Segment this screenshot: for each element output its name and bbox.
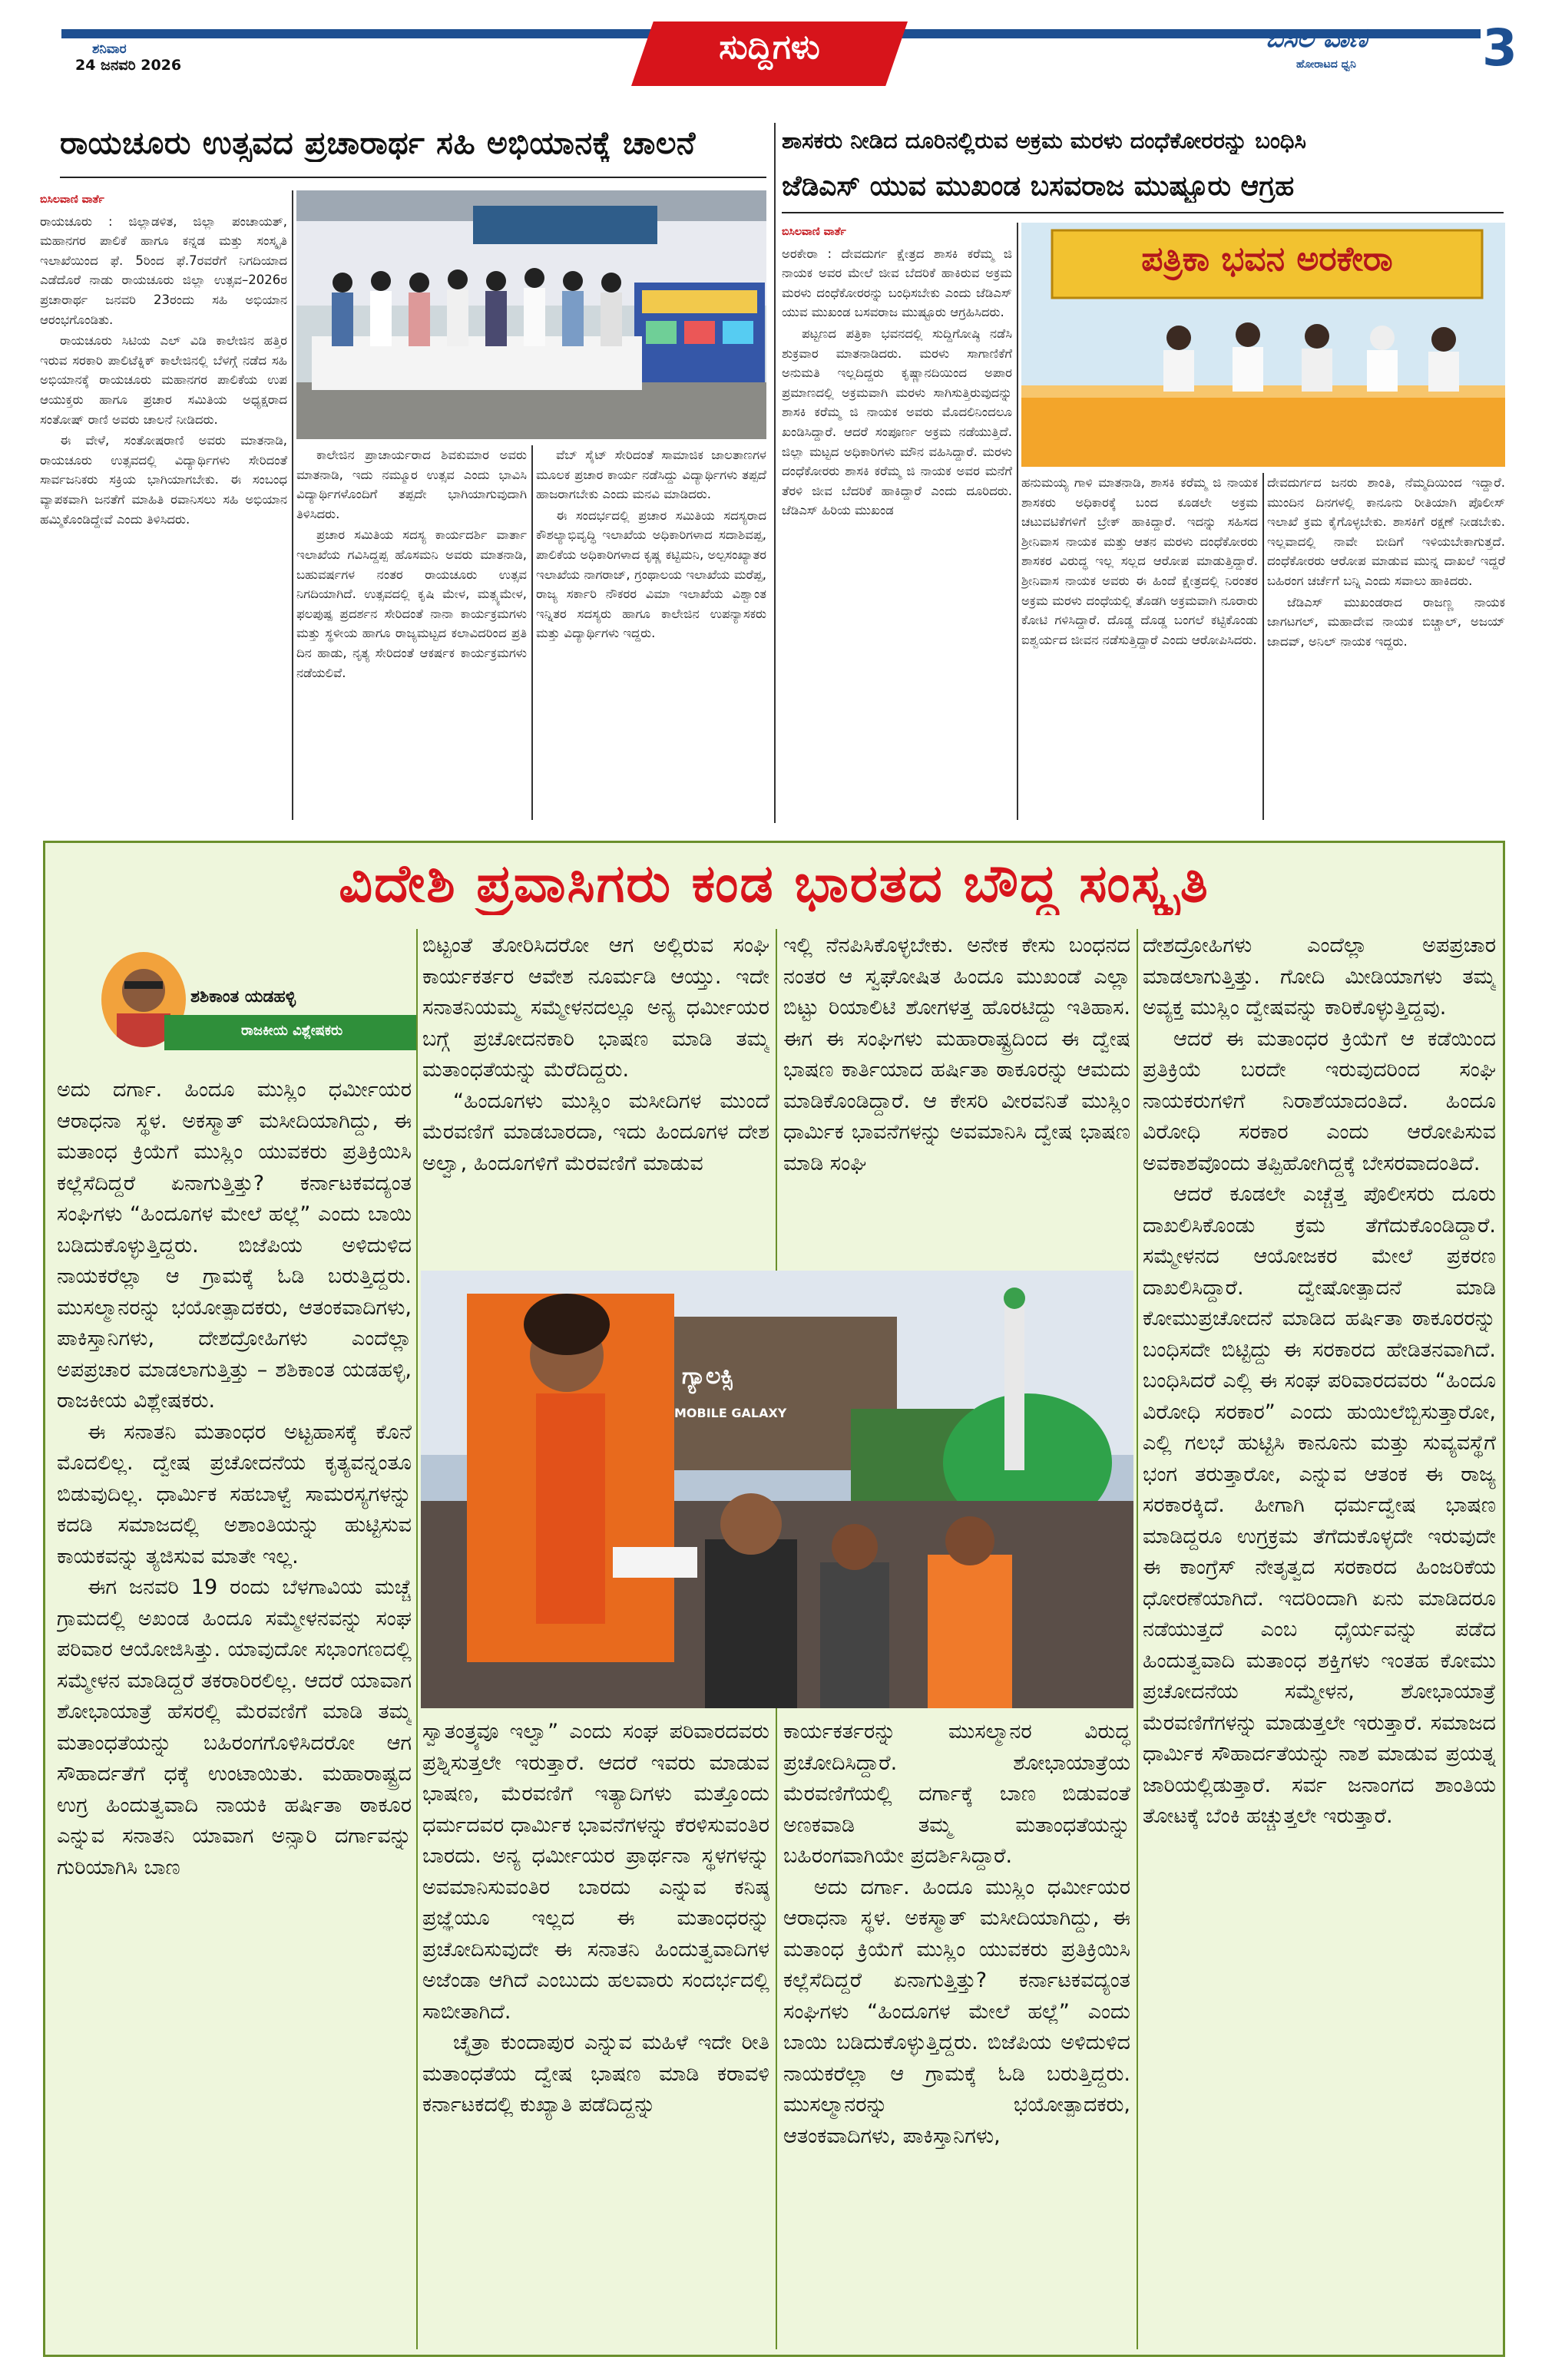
story2-headline-1: ಶಾಸಕರು ನೀಡಿದ ದೂರಿನಲ್ಲಿರುವ ಅಕ್ರಮ ಮರಳು ದಂಧೆಕೋರರನ್ನು ಬಂಧಿಸಿ — [782, 127, 1306, 154]
story2-credit: ಬಿಸಿಲವಾಣಿ ವಾರ್ತೆ — [782, 226, 846, 238]
author-role: ರಾಜಕೀಯ ವಿಶ್ಲೇಷಕರು — [241, 1023, 343, 1039]
feature-para: ಬಿಟ್ಟಂತೆ ತೋರಿಸಿದರೋ ಆಗ ಅಲ್ಲಿರುವ ಸಂಘಿ ಕಾರ್ಯಕರ್ತರ ಆವೇಶ ನೂರ್ಮಡಿ ಆಯ್ತು. ಇದೇ ಸನಾತನಿಯಮ್ಮ ಸಮ್ಮೇಳನದಲ್ಲೂ ಅನ್ಯ ಧರ್ಮೀಯರ ಬಗ್ಗೆ ಪ್ರಚೋದನಕಾರಿ ಭಾಷಣ ಮಾಡಿ ತಮ್ಮ ಮತಾಂಧತೆಯನ್ನು ಮೆರೆದಿದ್ದರು. — [422, 934, 769, 1082]
paper-name: ಬಿಸಿಲ ವಾಣಿ — [1266, 23, 1368, 54]
story2-col-divider — [1262, 473, 1264, 820]
author-name: ಶಶಿಕಾಂತ ಯಡಹಳ್ಳಿ — [190, 987, 296, 1007]
feature-para: ಇಲ್ಲಿ ನೆನಪಿಸಿಕೊಳ್ಳಬೇಕು. ಅನೇಕ ಕೇಸು ಬಂಧನದ ನಂತರ ಆ ಸ್ವಘೋಷಿತ ಹಿಂದೂ ಮುಖಂಡೆ ಎಲ್ಲಾ ಬಿಟ್ಟು ರಿಯಾಲಿಟಿ ಶೋಗಳತ್ತ ಹೊರಟಿದ್ದು ಇತಿಹಾಸ. ಈಗ ಈ ಸಂಘಿಗಳು ಮಹಾರಾಷ್ಟ್ರದಿಂದ ಈ ದ್ವೇಷ ಭಾಷಣ ಕಾರ್ತಿಯಾದ ಹರ್ಷಿತಾ ಠಾಕೂರನ್ನು ಆಮದು ಮಾಡಿಕೊಂಡಿದ್ದಾರೆ. ಆ ಕೇಸರಿ ವೀರವನಿತೆ ಮುಸ್ಲಿಂ ಧಾರ್ಮಿಕ ಭಾವನೆಗಳನ್ನು ಅವಮಾನಿಸಿ ದ್ವೇಷ ಭಾಷಣ ಮಾಡಿ ಸಂಘಿ — [783, 934, 1130, 1175]
feature-para: “ಹಿಂದೂಗಳು ಮುಸ್ಲಿಂ ಮಸೀದಿಗಳ ಮುಂದೆ ಮೆರವಣಿಗೆ ಮಾಡಬಾರದಾ, ಇದು ಹಿಂದೂಗಳ ದೇಶ ಅಲ್ವಾ, ಹಿಂದೂಗಳಿಗೆ ಮೆರವಣಿಗೆ ಮಾಡುವ — [422, 1089, 769, 1175]
story1-para: ರಾಯಚೂರು : ಜಿಲ್ಲಾಡಳಿತ, ಜಿಲ್ಲಾ ಪಂಚಾಯತ್, ಮಹಾನಗರ ಪಾಲಿಕೆ ಹಾಗೂ ಕನ್ನಡ ಮತ್ತು ಸಂಸ್ಕೃತಿ ಇಲಾಖೆಯಿಂದ ಫೆ. 5ರಿಂದ ಫೆ.7ರವರೆಗೆ ನಿಗದಿಯಾದ ಎಡೆದೊರೆ ನಾಡು ರಾಯಚೂರು ಜಿಲ್ಲಾ ಉತ್ಸವ–2026ರ ಪ್ರಚಾರಾರ್ಥ ಜನವರಿ 23ರಂದು ಸಹಿ ಅಭಿಯಾನ ಆರಂಭಗೊಂಡಿತು. — [40, 213, 287, 327]
feature-col1 — [57, 1075, 412, 2349]
story1-photo — [296, 190, 766, 439]
story2-col1 — [782, 223, 1012, 820]
masthead — [0, 0, 1542, 77]
story1-para: ಈ ಸಂದರ್ಭದಲ್ಲಿ ಪ್ರಚಾರ ಸಮಿತಿಯ ಸದಸ್ಯರಾದ ಕೌಶಲ್ಯಾಭಿವೃದ್ಧಿ ಇಲಾಖೆಯ ಅಧಿಕಾರಿಗಳಾದ ಸದಾಶಿವಪ್ಪ, ಪಾಲಿಕೆಯ ಅಧಿಕಾರಿಗಳಾದ ಕೃಷ್ಣ ಕಟ್ಟಿಮನಿ, ಅಲ್ಪಸಂಖ್ಯಾತರ ಇಲಾಖೆಯ ನಾಗರಾಜ್, ಗ್ರಂಥಾಲಯ ಇಲಾಖೆಯ ಮರೆಪ್ಪ, ರಾಜ್ಯ ಸರ್ಕಾರಿ ನೌಕರರ ವಿಮಾ ಇಲಾಖೆಯ ವಿಶ್ವಾಂತ ಇನ್ನಿತರ ಸದಸ್ಯರು ಹಾಗೂ ಕಾಲೇಜಿನ ಉಪನ್ಯಾಸಕರು ಮತ್ತು ವಿದ್ಯಾರ್ಥಿಗಳು ಇದ್ದರು. — [536, 507, 766, 641]
story1-col1 — [40, 190, 287, 820]
story2-col-divider — [1017, 223, 1018, 820]
story2-col3 — [1267, 473, 1505, 820]
story1-rule — [60, 177, 766, 178]
feature-para: ದೇಶದ್ರೋಹಿಗಳು ಎಂದೆಲ್ಲಾ ಅಪಪ್ರಚಾರ ಮಾಡಲಾಗುತ್ತಿತ್ತು. ಗೋದಿ ಮೀಡಿಯಾಗಳು ತಮ್ಮ ಅವ್ಯಕ್ತ ಮುಸ್ಲಿಂ ದ್ವೇಷವನ್ನು ಕಾರಿಕೊಳ್ಳುತ್ತಿದ್ದವು. — [1143, 934, 1496, 1020]
feature-col4 — [1143, 931, 1496, 2349]
section-title: ಸುದ್ದಿಗಳು — [719, 28, 820, 67]
story1-para: ರಾಯಚೂರು ಸಿಟಿಯ ಎಲ್ ವಿಡಿ ಕಾಲೇಜಿನ ಹತ್ತಿರ ಇರುವ ಸರಕಾರಿ ಪಾಲಿಟೆಕ್ನಿಕ್ ಕಾಲೇಜಿನಲ್ಲಿ ಬೆಳಗ್ಗೆ ನಡೆದ ಸಹಿ ಅಭಿಯಾನಕ್ಕೆ ರಾಯಚೂರು ಮಹಾನಗರ ಪಾಲಿಕೆಯ ಉಪ ಆಯುಕ್ತರು ಹಾಗೂ ಪ್ರಚಾರ ಸಮಿತಿಯ ಅಧ್ಯಕ್ಷರಾದ ಸಂತೋಷ್ ರಾಣಿ ಅವರು ಚಾಲನೆ ನೀಡಿದರು. — [40, 333, 287, 427]
page-number: 3 — [1482, 18, 1517, 78]
story1-photo-art — [296, 190, 766, 439]
story2-photo — [1021, 223, 1505, 467]
author-block — [100, 952, 422, 1067]
feature-para: ಚೈತ್ರಾ ಕುಂದಾಪುರ ಎನ್ನುವ ಮಹಿಳೆ ಇದೇ ರೀತಿ ಮತಾಂಧತೆಯ ದ್ವೇಷ ಭಾಷಣ ಮಾಡಿ ಕರಾವಳಿ ಕರ್ನಾಟಕದಲ್ಲಿ ಕುಖ್ಯಾತಿ ಪಡೆದಿದ್ದನ್ನು — [422, 2031, 769, 2117]
feature-para: ಈ ಸನಾತನಿ ಮತಾಂಧರ ಅಟ್ಟಹಾಸಕ್ಕೆ ಕೊನೆ ಮೊದಲಿಲ್ಲ. ದ್ವೇಷ ಪ್ರಚೋದನೆಯ ಕೃತ್ಯವನ್ನಂತೂ ಬಿಡುವುದಿಲ್ಲ. ಧಾರ್ಮಿಕ ಸಹಬಾಳ್ವೆ ಸಾಮರಸ್ಯಗಳನ್ನು ಕದಡಿ ಸಮಾಜದಲ್ಲಿ ಅಶಾಂತಿಯನ್ನು ಹುಟ್ಟಿಸುವ ಕಾಯಕವನ್ನು ತ್ಯಜಿಸುವ ಮಾತೇ ಇಲ್ಲ. — [57, 1420, 412, 1568]
story1-para: ಈ ವೇಳೆ, ಸಂತೋಷರಾಣಿ ಅವರು ಮಾತನಾಡಿ, ರಾಯಚೂರು ಉತ್ಸವದಲ್ಲಿ ವಿದ್ಯಾರ್ಥಿಗಳು ಸೇರಿದಂತೆ ಸಾರ್ವಜನಿಕರು ಸಕ್ರಿಯ ಭಾಗಿಯಾಗಬೇಕು. ಈ ಸಂಬಂಧ ವ್ಯಾಪಕವಾಗಿ ಜನತೆಗೆ ಮಾಹಿತಿ ರವಾನಿಸಲು ಸಹಿ ಅಭಿಯಾನ ಹಮ್ಮಿಕೊಂಡಿದ್ದೇವೆ ಎಂದು ತಿಳಿಸಿದರು. — [40, 433, 287, 527]
story2-para: ಹನುಮಯ್ಯ ಗಾಳಿ ಮಾತನಾಡಿ, ಶಾಸಕಿ ಕರೆಮ್ಮ ಜಿ ನಾಯಕ ಶಾಸಕರು ಅಧಿಕಾರಕ್ಕೆ ಬಂದ ಕೂಡಲೇ ಅಕ್ರಮ ಚಟುವಟಿಕೆಗಳಿಗೆ ಬ್ರೇಕ್ ಹಾಕಿದ್ದಾರೆ. ಇದನ್ನು ಸಹಿಸದ ಶ್ರೀನಿವಾಸ ನಾಯಕ ಮತ್ತು ಆತನ ಮರಳು ದಂಧೆಕೋರರು ಶಾಸಕರ ವಿರುದ್ಧ ಇಲ್ಲ ಸಲ್ಲದ ಆರೋಪ ಮಾಡುತ್ತಿದ್ದಾರೆ. ಶ್ರೀನಿವಾಸ ನಾಯಕ ಅವರು ಈ ಹಿಂದೆ ಕ್ಷೇತ್ರದಲ್ಲಿ ನಿರಂತರ ಅಕ್ರಮ ಮರಳು ದಂಧೆಯಲ್ಲಿ ತೊಡಗಿ ಅಕ್ರಮವಾಗಿ ನೂರಾರು ಕೋಟಿ ಗಳಿಸಿದ್ದಾರೆ. ದೊಡ್ಡ ದೊಡ್ಡ ಬಂಗಲೆ ಕಟ್ಟಿಕೊಂಡು ಐಶ್ವರ್ಯದ ಜೀವನ ನಡೆಸುತ್ತಿದ್ದಾರೆ ಎಂದು ಆರೋಪಿಸಿದರು. — [1021, 475, 1258, 647]
story2-para: ಅರಕೇರಾ : ದೇವದುರ್ಗ ಕ್ಷೇತ್ರದ ಶಾಸಕಿ ಕರೆಮ್ಮ ಜಿ ನಾಯಕ ಅವರ ಮೇಲೆ ಜೀವ ಬೆದರಿಕೆ ಹಾಕಿರುವ ಅಕ್ರಮ ಮರಳು ದಂಧೆಕೋರರನ್ನು ಬಂಧಿಸಬೇಕು ಎಂದು ಜೆಡಿಎಸ್ ಯುವ ಮುಖಂಡ ಬಸವರಾಜ ಮುಷ್ಟೂರು ಆಗ್ರಹಿಸಿದರು. — [782, 246, 1012, 320]
feature-para: ಆದರೆ ಕೂಡಲೇ ಎಚ್ಚೆತ್ತ ಪೊಲೀಸರು ದೂರು ದಾಖಲಿಸಿಕೊಂಡು ಕ್ರಮ ತೆಗೆದುಕೊಂಡಿದ್ದಾರೆ. ಸಮ್ಮೇಳನದ ಆಯೋಜಕರ ಮೇಲೆ ಪ್ರಕರಣ ದಾಖಲಿಸಿದ್ದಾರೆ. ದ್ವೇಷೋತ್ಪಾದನೆ ಮಾಡಿ ಕೋಮುಪ್ರಚೋದನೆ ಮಾಡಿದ ಹರ್ಷಿತಾ ಠಾಕೂರರನ್ನು ಬಂಧಿಸದೇ ಬಿಟ್ಟಿದ್ದು ಈ ಸರಕಾರದ ಹೇಡಿತನವಾಗಿದೆ. ಬಂಧಿಸಿದರೆ ಎಲ್ಲಿ ಈ ಸಂಘ ಪರಿವಾರದವರು “ಹಿಂದೂ ವಿರೋಧಿ ಸರಕಾರ” ಎಂದು ಹುಯಿಲೆಬ್ಬಿಸುತ್ತಾರೋ, ಎಲ್ಲಿ ಗಲಭೆ ಹುಟ್ಟಿಸಿ ಕಾನೂನು ಮತ್ತು ಸುವ್ಯವಸ್ಥೆಗೆ ಭಂಗ ತರುತ್ತಾರೋ, ಎನ್ನುವ ಆತಂಕ ಈ ರಾಜ್ಯ ಸರಕಾರಕ್ಕಿದೆ. ಹೀಗಾಗಿ ಧರ್ಮದ್ವೇಷ ಭಾಷಣ ಮಾಡಿದ್ದರೂ ಉಗ್ರಕ್ರಮ ತೆಗೆದುಕೊಳ್ಳದೇ ಇರುವುದೇ ಈ ಕಾಂಗ್ರೆಸ್ ನೇತೃತ್ವದ ಸರಕಾರದ ಹಿಂಜರಿಕೆಯ ಧೋರಣೆಯಾಗಿದೆ. ಇದರಿಂದಾಗಿ ಏನು ಮಾಡಿದರೂ ನಡೆಯುತ್ತದೆ ಎಂಬ ಧೈರ್ಯವನ್ನು ಪಡೆದ ಹಿಂದುತ್ವವಾದಿ ಮತಾಂಧ ಶಕ್ತಿಗಳು ಇಂತಹ ಕೋಮು ಪ್ರಚೋದನೆಯ ಸಮ್ಮೇಳನ, ಶೋಭಾಯಾತ್ರೆ ಮೆರವಣಿಗೆಗಳನ್ನು ಮಾಡುತ್ತಲೇ ಇರುತ್ತಾರೆ. ಸಮಾಜದ ಧಾರ್ಮಿಕ ಸೌಹಾರ್ದತೆಯನ್ನು ನಾಶ ಮಾಡುವ ಪ್ರಯತ್ನ ಜಾರಿಯಲ್ಲಿಡುತ್ತಾರೆ. ಸರ್ವ ಜನಾಂಗದ ಶಾಂತಿಯ ತೋಟಕ್ಕೆ ಬೆಂಕಿ ಹಚ್ಚುತ್ತಲೇ ಇರುತ್ತಾರೆ. — [1143, 1182, 1496, 1828]
story1-para: ಕಾಲೇಜಿನ ಪ್ರಾಚಾರ್ಯರಾದ ಶಿವಕುಮಾರ ಅವರು ಮಾತನಾಡಿ, ಇದು ನಮ್ಮೂರ ಉತ್ಸವ ಎಂದು ಭಾವಿಸಿ ವಿದ್ಯಾರ್ಥಿಗಳೊಂದಿಗೆ ತಪ್ಪದೇ ಭಾಗಿಯಾಗುವುದಾಗಿ ತಿಳಿಸಿದರು. — [296, 448, 527, 521]
paper-tagline: ಹೋರಾಟದ ಧ್ವನಿ — [1296, 58, 1356, 71]
feature-para: ಆದರೆ ಈ ಮತಾಂಧರ ಕ್ರಿಯೆಗೆ ಆ ಕಡೆಯಿಂದ ಪ್ರತಿಕ್ರಿಯೆ ಬರದೇ ಇರುವುದರಿಂದ ಸಂಘಿ ನಾಯಕರುಗಳಿಗೆ ನಿರಾಶೆಯಾದಂತಿದೆ. ಹಿಂದೂ ವಿರೋಧಿ ಸರಕಾರ ಎಂದು ಆರೋಪಿಸುವ ಅವಕಾಶವೊಂದು ತಪ್ಪಿಹೋಗಿದ್ದಕ್ಕೆ ಬೇಸರವಾದಂತಿದೆ. — [1143, 1026, 1496, 1175]
shop-sign-en: MOBILE GALAXY — [674, 1406, 787, 1420]
story2-para: ದೇವದುರ್ಗದ ಜನರು ಶಾಂತಿ, ನೆಮ್ಮದಿಯಿಂದ ಇದ್ದಾರೆ. ಮುಂದಿನ ದಿನಗಳಲ್ಲಿ ಕಾನೂನು ರೀತಿಯಾಗಿ ಪೊಲೀಸ್ ಇಲಾಖೆ ಕ್ರಮ ಕೈಗೊಳ್ಳಬೇಕು. ಶಾಸಕಿಗೆ ರಕ್ಷಣೆ ನೀಡಬೇಕು. ಇಲ್ಲವಾದಲ್ಲಿ ನಾವೇ ಬೀದಿಗೆ ಇಳಿಯಬೇಕಾಗುತ್ತದೆ. ದಂಧೆಕೋರರು ಆರೋಪ ಮಾಡುವ ಮುನ್ನ ದಾಖಲೆ ಇದ್ದರೆ ಬಹಿರಂಗ ಚರ್ಚೆಗೆ ಬನ್ನಿ ಎಂದು ಸವಾಲು ಹಾಕಿದರು. — [1267, 475, 1505, 588]
feature-col3-bottom — [783, 1717, 1130, 2349]
feature-para: ಕಾರ್ಯಕರ್ತರನ್ನು ಮುಸಲ್ಮಾನರ ವಿರುದ್ಧ ಪ್ರಚೋದಿಸಿದ್ದಾರೆ. ಶೋಭಾಯಾತ್ರೆಯ ಮೆರವಣಿಗೆಯಲ್ಲಿ ದರ್ಗಾಕ್ಕೆ ಬಾಣ ಬಿಡುವಂತೆ ಅಣಕವಾಡಿ ತಮ್ಮ ಮತಾಂಧತೆಯನ್ನು ಬಹಿರಂಗವಾಗಿಯೇ ಪ್ರದರ್ಶಿಸಿದ್ದಾರೆ. — [783, 1720, 1130, 1868]
feature-photo — [421, 1271, 1133, 1708]
story1-col3 — [536, 445, 766, 820]
feature-col2-top — [422, 931, 769, 1261]
shop-sign: ಗ್ಯಾಲಕ್ಸಿ — [682, 1363, 734, 1390]
story2-col2 — [1021, 473, 1258, 820]
story1-para: ಪ್ರಚಾರ ಸಮಿತಿಯ ಸದಸ್ಯ ಕಾರ್ಯದರ್ಶಿ ವಾರ್ತಾ ಇಲಾಖೆಯ ಗವಿಸಿದ್ದಪ್ಪ ಹೊಸಮನಿ ಅವರು ಮಾತನಾಡಿ, ಬಹುವರ್ಷಗಳ ನಂತರ ರಾಯಚೂರು ಉತ್ಸವ ನಿಗದಿಯಾಗಿದೆ. ಉತ್ಸವದಲ್ಲಿ ಕೃಷಿ ಮೇಳ, ಮತ್ಸ್ಯಮೇಳ, ಫಲಪುಷ್ಪ ಪ್ರದರ್ಶನ ಸೇರಿದಂತೆ ನಾನಾ ಕಾರ್ಯಕ್ರಮಗಳು ಮತ್ತು ಸ್ಥಳೀಯ ಹಾಗೂ ರಾಜ್ಯಮಟ್ಟದ ಕಲಾವಿದರಿಂದ ಪ್ರತಿ ದಿನ ಹಾಡು, ನೃತ್ಯ ಸೇರಿದಂತೆ ಆಕರ್ಷಕ ಕಾರ್ಯಕ್ರಮಗಳು ನಡೆಯಲಿವೆ. — [296, 527, 527, 680]
story2-para: ಜೆಡಿಎಸ್ ಮುಖಂಡರಾದ ರಾಜಣ್ಣ ನಾಯಕ ಜಾಗಟಗಲ್, ಮಹಾದೇವ ನಾಯಕ ಬಿಚ್ಚಾಲ್, ಅಜಯ್ ಜಾದವ್, ಅನಿಲ್ ನಾಯಕ ಇದ್ದರು. — [1267, 594, 1505, 649]
story1-headline: ರಾಯಚೂರು ಉತ್ಸವದ ಪ್ರಚಾರಾರ್ಥ ಸಹಿ ಅಭಿಯಾನಕ್ಕೆ ಚಾಲನೆ — [60, 124, 696, 161]
feature-col3-top — [783, 931, 1130, 1261]
story1-col-divider — [531, 445, 533, 820]
feature-photo-art — [421, 1271, 1133, 1708]
story1-para: ವೆಬ್ ಸೈಟ್ ಸೇರಿದಂತೆ ಸಾಮಾಜಿಕ ಜಾಲತಾಣಗಳ ಮೂಲಕ ಪ್ರಚಾರ ಕಾರ್ಯ ನಡೆಸಿದ್ದು ವಿದ್ಯಾರ್ಥಿಗಳು ತಪ್ಪದೆ ಹಾಜರಾಗಬೇಕು ಎಂದು ಮನವಿ ಮಾಡಿದರು. — [536, 448, 766, 502]
feature-col2-bottom — [422, 1717, 769, 2349]
story1-col-divider — [292, 190, 293, 820]
story2-headline-2: ಜೆಡಿಎಸ್ ಯುವ ಮುಖಂಡ ಬಸವರಾಜ ಮುಷ್ಟೂರು ಆಗ್ರಹ — [782, 170, 1295, 202]
masthead-day: ಶನಿವಾರ — [92, 41, 127, 57]
paper-logo — [1266, 18, 1519, 84]
feature-para: ಅದು ದರ್ಗಾ. ಹಿಂದೂ ಮುಸ್ಲಿಂ ಧರ್ಮೀಯರ ಆರಾಧನಾ ಸ್ಥಳ. ಅಕಸ್ಮಾತ್ ಮಸೀದಿಯಾಗಿದ್ದು, ಈ ಮತಾಂಧ ಕ್ರಿಯೆಗೆ ಮುಸ್ಲಿಂ ಯುವಕರು ಪ್ರತಿಕ್ರಿಯಿಸಿ ಕಲ್ಲೆಸೆದಿದ್ದರೆ ಏನಾಗುತ್ತಿತ್ತು? ಕರ್ನಾಟಕವದ್ಯಂತ ಸಂಘಿಗಳು “ಹಿಂದೂಗಳ ಮೇಲೆ ಹಲ್ಲೆ” ಎಂದು ಬಾಯಿ ಬಡಿದುಕೊಳ್ಳುತ್ತಿದ್ದರು. ಬಿಜೆಪಿಯ ಅಳಿದುಳಿದ ನಾಯಕರೆಲ್ಲಾ ಆ ಗ್ರಾಮಕ್ಕೆ ಓಡಿ ಬರುತ್ತಿದ್ದರು. ಮುಸಲ್ಮಾನರನ್ನು ಭಯೋತ್ಪಾದಕರು, ಆತಂಕವಾದಿಗಳು, ಪಾಕಿಸ್ತಾನಿಗಳು, — [783, 1875, 1130, 2148]
feature-para: ಸ್ವಾತಂತ್ರ್ಯವೂ ಇಲ್ವಾ” ಎಂದು ಸಂಘ ಪರಿವಾರದವರು ಪ್ರಶ್ನಿಸುತ್ತಲೇ ಇರುತ್ತಾರೆ. ಆದರೆ ಇವರು ಮಾಡುವ ಭಾಷಣ, ಮೆರವಣಿಗೆ ಇತ್ಯಾದಿಗಳು ಮತ್ತೊಂದು ಧರ್ಮದವರ ಧಾರ್ಮಿಕ ಭಾವನೆಗಳನ್ನು ಕೆರಳಿಸುವಂತಿರ ಬಾರದು. ಅನ್ಯ ಧರ್ಮೀಯರ ಪ್ರಾರ್ಥನಾ ಸ್ಥಳಗಳನ್ನು ಅವಮಾನಿಸುವಂತಿರ ಬಾರದು ಎನ್ನುವ ಕನಿಷ್ಠ ಪ್ರಜ್ಞೆಯೂ ಇಲ್ಲದ ಈ ಮತಾಂಧರನ್ನು ಪ್ರಚೋದಿಸುವುದೇ ಈ ಸನಾತನಿ ಹಿಂದುತ್ವವಾದಿಗಳ ಅಜೆಂಡಾ ಆಗಿದೆ ಎಂಬುದು ಹಲವಾರು ಸಂದರ್ಭದಲ್ಲಿ ಸಾಬೀತಾಗಿದೆ. — [422, 1720, 769, 2024]
feature-col-divider — [1137, 929, 1138, 2349]
page-column-divider — [774, 123, 776, 823]
story2-banner-text: ಪತ್ರಿಕಾ ಭವನ ಅರಕೇರಾ — [1141, 240, 1393, 279]
feature-headline: ವಿದೇಶಿ ಪ್ರವಾಸಿಗರು ಕಂಡ ಭಾರತದ ಬೌದ್ಧ ಸಂಸ್ಕೃತಿ — [339, 854, 1209, 914]
feature-para: ಈಗ ಜನವರಿ 19 ರಂದು ಬೆಳಗಾವಿಯ ಮಚ್ಚೆ ಗ್ರಾಮದಲ್ಲಿ ಅಖಂಡ ಹಿಂದೂ ಸಮ್ಮೇಳನವನ್ನು ಸಂಘ ಪರಿವಾರ ಆಯೋಜಿಸಿತ್ತು. ಯಾವುದೋ ಸಭಾಂಗಣದಲ್ಲಿ ಸಮ್ಮೇಳನ ಮಾಡಿದ್ದರೆ ತಕರಾರಿರಲಿಲ್ಲ. ಆದರೆ ಯಾವಾಗ ಶೋಭಾಯಾತ್ರೆ ಹೆಸರಲ್ಲಿ ಮೆರವಣಿಗೆ ಮಾಡಿ ತಮ್ಮ ಮತಾಂಧತೆಯನ್ನು ಬಹಿರಂಗಗೊಳಿಸಿದರೋ ಆಗ ಸೌಹಾರ್ದತೆಗೆ ಧಕ್ಕೆ ಉಂಟಾಯಿತು. ಮಹಾರಾಷ್ಟ್ರದ ಉಗ್ರ ಹಿಂದುತ್ವವಾದಿ ನಾಯಕಿ ಹರ್ಷಿತಾ ಠಾಕೂರ ಎನ್ನುವ ಸನಾತನಿ ಯಾವಾಗ ಅನ್ಸಾರಿ ದರ್ಗಾವನ್ನು ಗುರಿಯಾಗಿಸಿ ಬಾಣ — [57, 1575, 412, 1879]
story2-rule — [782, 212, 1504, 213]
feature-col-divider — [416, 929, 418, 2349]
story1-credit: ಬಿಸಿಲವಾಣಿ ವಾರ್ತೆ — [40, 193, 104, 206]
story1-col2 — [296, 445, 527, 820]
masthead-date: 24 ಜನವರಿ 2026 — [75, 57, 182, 74]
story2-para: ಪಟ್ಟಣದ ಪತ್ರಿಕಾ ಭವನದಲ್ಲಿ ಸುದ್ದಿಗೋಷ್ಠಿ ನಡೆಸಿ ಶುಕ್ರವಾರ ಮಾತನಾಡಿದರು. ಮರಳು ಸಾಗಾಣಿಕೆಗೆ ಅನುಮತಿ ಇಲ್ಲದಿದ್ದರು ಕೃಷ್ಣಾನದಿಯಿಂದ ಅಪಾರ ಪ್ರಮಾಣದಲ್ಲಿ ಅಕ್ರಮವಾಗಿ ಮರಳು ಸಾಗಿಸುತ್ತಿರುವುದನ್ನು ಶಾಸಕಿ ಕರೆಮ್ಮ ಜಿ ನಾಯಕ ಅವರು ಮೊದಲಿನಿಂದಲೂ ಖಂಡಿಸಿದ್ದಾರೆ. ಆದರೆ ಸಂಪೂರ್ಣ ಅಕ್ರಮ ನಡೆಯುತ್ತಿದೆ. ಜಿಲ್ಲಾ ಮಟ್ಟದ ಅಧಿಕಾರಿಗಳು ಮೌನ ವಹಿಸಿದ್ದಾರೆ. ಮರಳು ದಂಧೆಕೋರರು ಶಾಸಕಿ ಕರೆಮ್ಮ ಜಿ ನಾಯಕ ಅವರ ಮನೆಗೆ ತೆರಳಿ ಜೀವ ಬೆದರಿಕೆ ಹಾಕಿದ್ದಾರೆ ಎಂದು ದೂರಿದರು. ಜೆಡಿಎಸ್ ಹಿರಿಯ ಮುಖಂಡ — [782, 326, 1012, 518]
feature-para: ಅದು ದರ್ಗಾ. ಹಿಂದೂ ಮುಸ್ಲಿಂ ಧರ್ಮೀಯರ ಆರಾಧನಾ ಸ್ಥಳ. ಅಕಸ್ಮಾತ್ ಮಸೀದಿಯಾಗಿದ್ದು, ಈ ಮತಾಂಧ ಕ್ರಿಯೆಗೆ ಮುಸ್ಲಿಂ ಯುವಕರು ಪ್ರತಿಕ್ರಿಯಿಸಿ ಕಲ್ಲೆಸೆದಿದ್ದರೆ ಏನಾಗುತ್ತಿತ್ತು? ಕರ್ನಾಟಕವದ್ಯಂತ ಸಂಘಿಗಳು “ಹಿಂದೂಗಳ ಮೇಲೆ ಹಲ್ಲೆ” ಎಂದು ಬಾಯಿ ಬಡಿದುಕೊಳ್ಳುತ್ತಿದ್ದರು. ಬಿಜೆಪಿಯ ಅಳಿದುಳಿದ ನಾಯಕರೆಲ್ಲಾ ಆ ಗ್ರಾಮಕ್ಕೆ ಓಡಿ ಬರುತ್ತಿದ್ದರು. ಮುಸಲ್ಮಾನರನ್ನು ಭಯೋತ್ಪಾದಕರು, ಆತಂಕವಾದಿಗಳು, ಪಾಕಿಸ್ತಾನಿಗಳು, ದೇಶದ್ರೋಹಿಗಳು ಎಂದೆಲ್ಲಾ ಅಪಪ್ರಚಾರ ಮಾಡಲಾಗುತ್ತಿತ್ತು – ಶಶಿಕಾಂತ ಯಡಹಳ್ಳಿ, ರಾಜಕೀಯ ವಿಶ್ಲೇಷಕರು. — [57, 1078, 412, 1413]
